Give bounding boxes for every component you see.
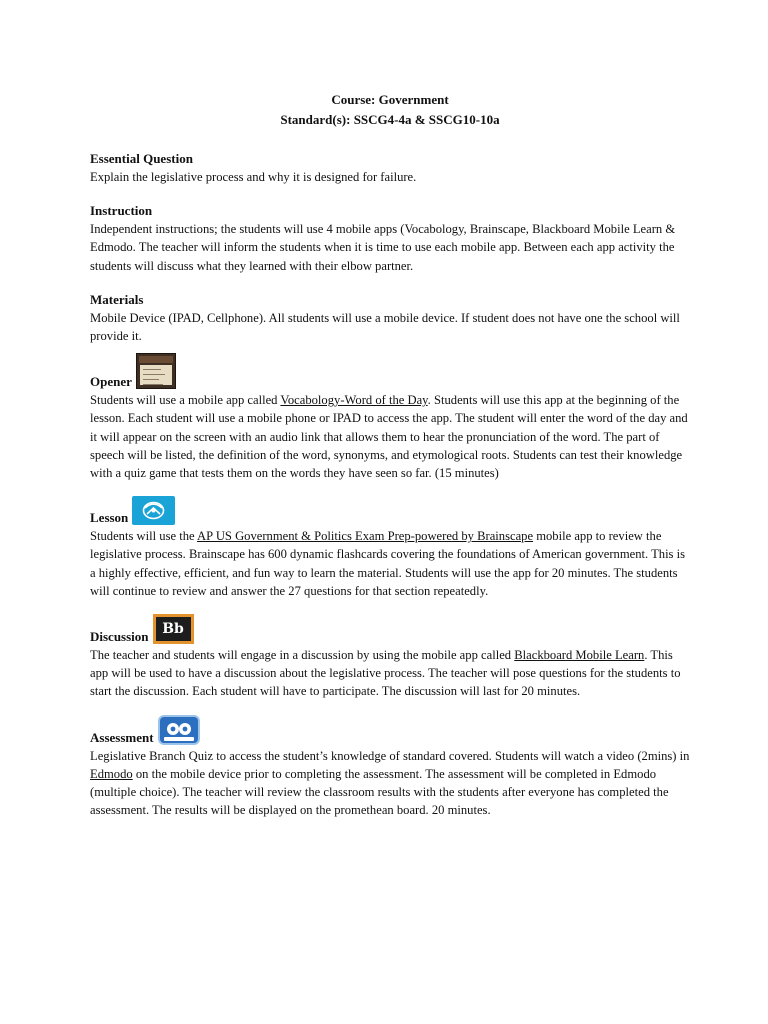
essential-question-section	[90, 150, 690, 186]
edmodo-link[interactable]: Edmodo	[90, 766, 133, 781]
opener-heading-row	[90, 353, 690, 391]
instruction-heading: Instruction	[90, 203, 153, 219]
discussion-section	[90, 614, 690, 701]
brainscape-link[interactable]: AP US Government & Politics Exam Prep-powered by Brainscape	[197, 529, 534, 544]
assessment-heading: Assessment	[90, 729, 154, 745]
blackboard-app-icon	[153, 614, 194, 644]
discussion-heading: Discussion	[90, 629, 149, 645]
lesson-section	[90, 496, 690, 600]
opener-section	[90, 353, 690, 482]
edmodo-app-icon	[158, 715, 200, 745]
materials-text: Mobile Device (IPAD, Cellphone). All students will use a mobile device. If student does not have one the school will provide it.	[90, 310, 680, 344]
opener-heading: Opener	[90, 374, 132, 390]
essential-question-heading: Essential Question	[90, 151, 193, 166]
opener-text: Students will use a mobile app called Vocabology-Word of the Day. Students will use this app at the beginning of the lesson. Each student will use a mobile phone or IPAD to access the app. The student will enter the word of the day and it will appear on the screen with an audio link that allows them to hear the pronunciation of the word. The part of speech will be listed, the definition of the word, synonyms, and etymological roots. Students can test their knowledge with a quiz game that tests them on the words they have seen so far. (15 minutes)	[90, 393, 688, 481]
instruction-section	[90, 202, 690, 275]
assessment-text: Legislative Branch Quiz to access the student’s knowledge of standard covered. Students will watch a video (2mins) in Edmodo on the mobile device prior to completing the assessment. The assessment will be completed in Edmodo (multiple choice). The teacher will review the classroom results with the students after everyone has completed the assessment. The results will be displayed on the promethean board. 20 minutes.	[90, 748, 690, 818]
essential-question-text: Explain the legislative process and why it is designed for failure.	[90, 170, 417, 184]
blackboard-link[interactable]: Blackboard Mobile Learn	[514, 648, 645, 663]
lesson-heading: Lesson	[90, 510, 129, 526]
document-page	[90, 90, 690, 819]
vocabology-link[interactable]: Vocabology-Word of the Day	[280, 393, 428, 408]
vocabulary-app-icon	[136, 353, 176, 389]
instruction-text: Independent instructions; the students will use 4 mobile apps (Vocabology, Brainscape, Blackboard Mobile Learn & Edmodo. The teacher will inform the students when it is time to use each mobile app. Between each app activity the students will discuss what they learned with their elbow partner.	[90, 222, 676, 273]
materials-heading: Materials	[90, 291, 144, 307]
discussion-heading-row	[90, 614, 690, 646]
course-title: Course: Government	[331, 92, 449, 107]
assessment-heading-row	[90, 715, 690, 747]
discussion-text: The teacher and students will engage in a discussion by using the mobile app called Blackboard Mobile Learn. This app will be used to have a discussion about the legislative process. The teacher will pose questions for the students to start the discussion. Each student will have to participate. The discussion will last for 20 minutes.	[90, 648, 681, 699]
blackboard-icon-text: Bb	[156, 617, 191, 641]
lesson-heading-row	[90, 496, 690, 527]
materials-section	[90, 291, 690, 345]
brainscape-app-icon	[132, 496, 175, 525]
lesson-text: Students will use the AP US Government & Politics Exam Prep-powered by Brainscape mobile app to review the legislative process. Brainscape has 600 dynamic flashcards covering the foundations of American government. This is a highly effective, efficient, and fun way to learn the material. Students will use the app for 20 minutes. The students will continue to review and answer the 27 questions for that section repeatedly.	[90, 529, 686, 598]
standards-title: Standard(s): SSCG4-4a & SSCG10-10a	[280, 112, 500, 127]
assessment-section	[90, 715, 690, 820]
